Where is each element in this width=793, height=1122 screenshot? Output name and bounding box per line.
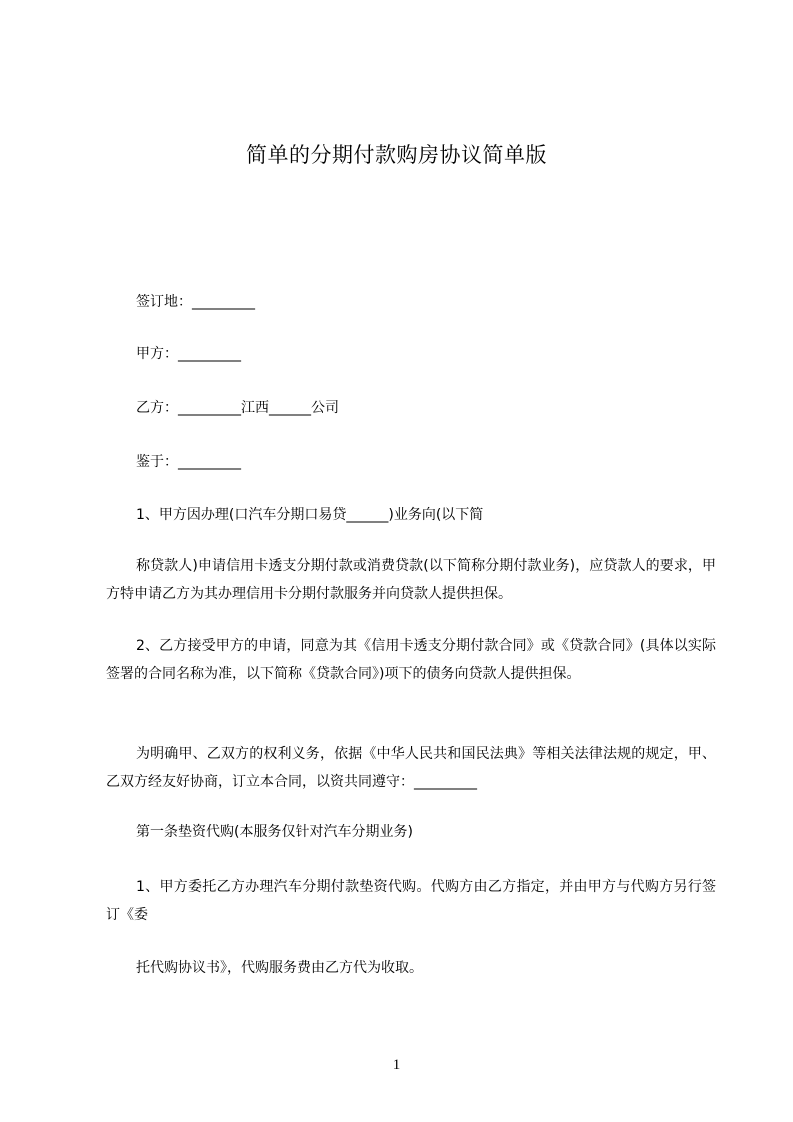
paragraph-3: 为明确甲、乙双方的权利义务，依据《中华人民共和国民法典》等相关法律法规的规定，甲、乙双方经友好协商，订立本合同，以资共同遵守：_________	[106, 746, 716, 790]
party-b-field: 乙方：_________江西______公司	[136, 400, 339, 416]
signing-place-field: 签订地：_________	[136, 294, 255, 310]
paragraph-1-continuation: 称贷款人)申请信用卡透支分期付款或消费贷款(以下简称分期付款业务)，应贷款人的要求，甲方特申请乙方为其办理信用卡分期付款服务并向贷款人提供担保。	[106, 558, 716, 602]
article-1-item-1: 1、甲方委托乙方办理汽车分期付款垫资代购。代购方由乙方指定，并由甲方与代购方另行签订《委	[106, 879, 716, 923]
paragraph-1-first-line: 1、甲方因办理(口汽车分期口易贷______)业务向(以下简	[136, 507, 484, 523]
article-1-title: 第一条垫资代购(本服务仅针对汽车分期业务)	[136, 824, 413, 840]
document-title: 简单的分期付款购房协议简单版	[246, 143, 547, 167]
whereas-field: 鉴于：_________	[136, 454, 241, 470]
article-1-item-1-continuation: 托代购协议书》，代购服务费由乙方代为收取。	[136, 960, 423, 976]
party-a-field: 甲方：_________	[136, 346, 241, 362]
page-number: 1	[392, 1057, 401, 1073]
paragraph-2: 2、乙方接受甲方的申请，同意为其《信用卡透支分期付款合同》或《贷款合同》(具体以实际签署的合同名称为准，以下简称《贷款合同》)项下的债务向贷款人提供担保。	[106, 638, 716, 682]
